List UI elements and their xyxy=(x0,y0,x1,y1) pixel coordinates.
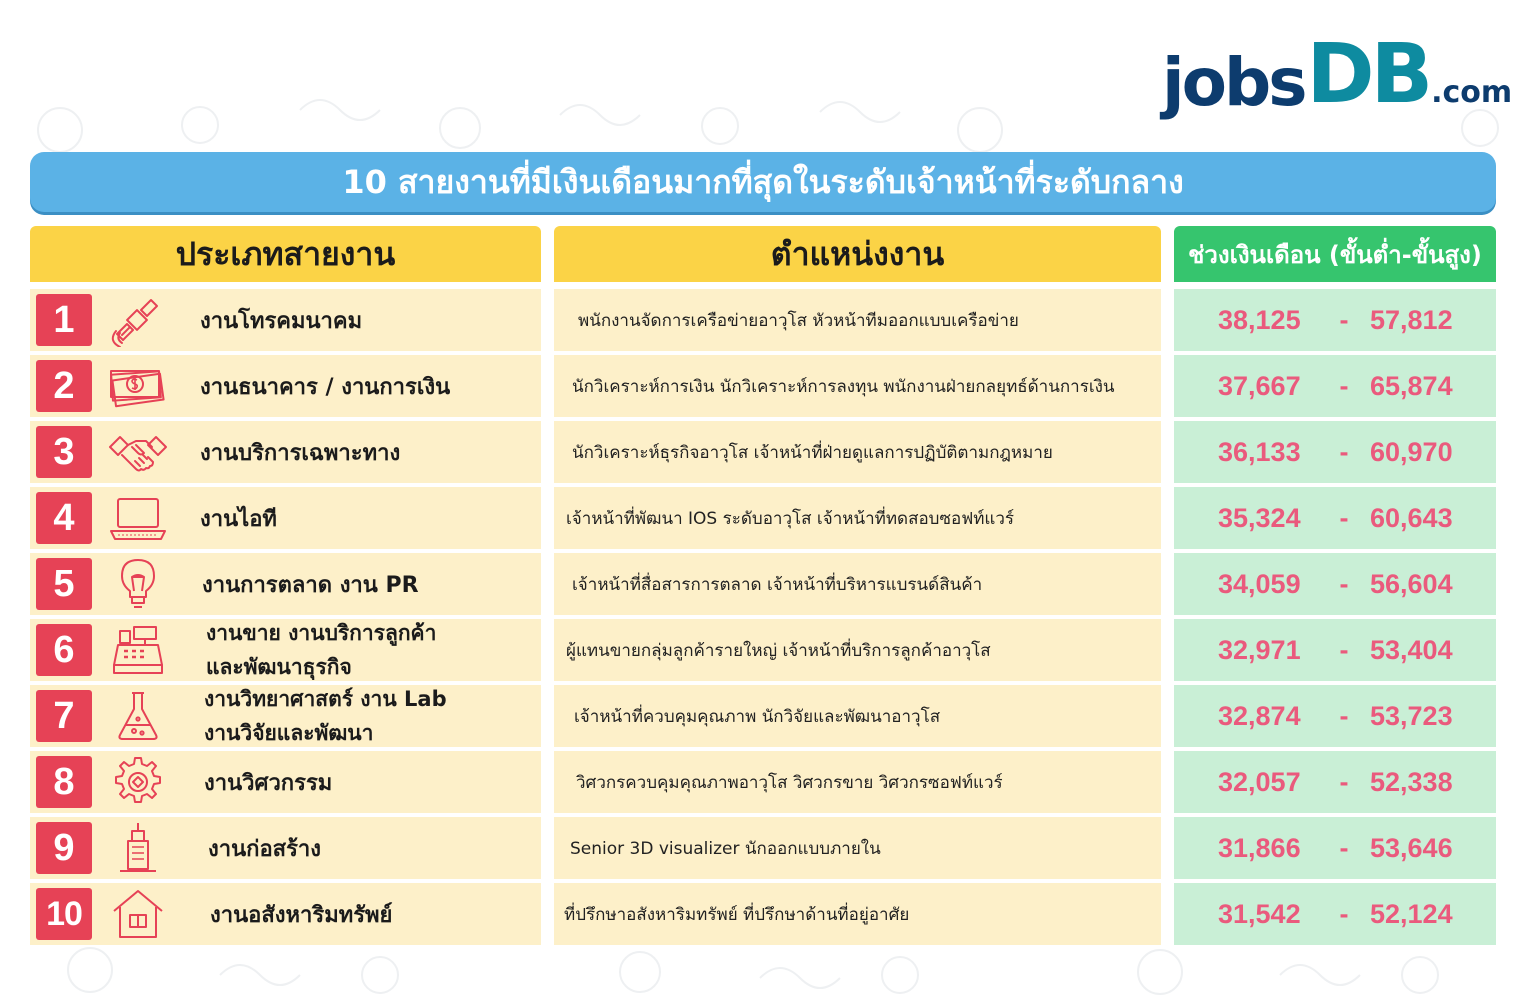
table-row xyxy=(0,685,1522,747)
salary-min: 35,324 xyxy=(1218,502,1301,533)
rank-number: 9 xyxy=(36,822,92,874)
rank-number: 10 xyxy=(36,888,92,940)
salary-dash: - xyxy=(1339,568,1349,599)
header-category: ประเภทสายงาน xyxy=(30,226,541,282)
salary-max: 56,604 xyxy=(1370,568,1453,599)
salary-cell xyxy=(1174,553,1496,615)
salary-cell xyxy=(1174,487,1496,549)
position-cell xyxy=(554,619,1161,681)
logo-db: DB xyxy=(1306,27,1430,122)
salary-max: 52,124 xyxy=(1370,898,1453,929)
category-name: งานการตลาด งาน PR xyxy=(202,572,419,598)
salary-dash: - xyxy=(1339,436,1349,467)
salary-cell xyxy=(1174,817,1496,879)
salary-dash: - xyxy=(1339,304,1349,335)
category-name: งานก่อสร้าง xyxy=(208,836,322,862)
category-cell xyxy=(30,553,541,615)
category-name: งานโทรคมนาคม xyxy=(200,308,363,334)
position-text: นักวิเคราะห์การเงิน นักวิเคราะห์การลงทุน พนักงานฝ่ายกลยุทธ์ด้านการเงิน xyxy=(572,376,1115,397)
rank-number: 1 xyxy=(36,294,92,346)
rank-number: 6 xyxy=(36,624,92,676)
category-name: งานไอที xyxy=(200,506,277,532)
salary-min: 34,059 xyxy=(1218,568,1301,599)
position-text: เจ้าหน้าที่พัฒนา IOS ระดับอาวุโส เจ้าหน้าที่ทดสอบซอฟท์แวร์ xyxy=(566,508,1015,529)
cash-register-icon xyxy=(108,623,168,677)
salary-cell xyxy=(1174,355,1496,417)
category-name-line2: และพัฒนาธุรกิจ xyxy=(206,655,352,679)
lightbulb-icon xyxy=(108,557,168,611)
salary-cell xyxy=(1174,685,1496,747)
jobsdb-logo xyxy=(1162,24,1513,122)
salary-min: 31,542 xyxy=(1218,898,1301,929)
salary-min: 32,971 xyxy=(1218,634,1301,665)
logo-com: .com xyxy=(1431,75,1513,110)
salary-max: 53,646 xyxy=(1370,832,1453,863)
position-text: เจ้าหน้าที่สื่อสารการตลาด เจ้าหน้าที่บริหารแบรนด์สินค้า xyxy=(572,574,983,595)
salary-cell xyxy=(1174,883,1496,945)
position-text: ที่ปรึกษาอสังหาริมทรัพย์ ที่ปรึกษาด้านที่อยู่อาศัย xyxy=(564,904,910,925)
table-row xyxy=(0,883,1522,945)
position-cell xyxy=(554,355,1161,417)
header-salary: ช่วงเงินเดือน (ขั้นต่ำ-ขั้นสูง) xyxy=(1174,226,1496,282)
salary-dash: - xyxy=(1339,370,1349,401)
table-row xyxy=(0,619,1522,681)
laptop-icon xyxy=(108,491,168,545)
salary-min: 38,125 xyxy=(1218,304,1301,335)
rank-number: 2 xyxy=(36,360,92,412)
category-cell xyxy=(30,487,541,549)
salary-max: 52,338 xyxy=(1370,766,1453,797)
table-row xyxy=(0,421,1522,483)
position-text: ผู้แทนขายกลุ่มลูกค้ารายใหญ่ เจ้าหน้าที่บริการลูกค้าอาวุโส xyxy=(566,640,991,661)
category-cell xyxy=(30,817,541,879)
salary-cell xyxy=(1174,289,1496,351)
table-row xyxy=(0,553,1522,615)
logo-jobs: jobs xyxy=(1162,44,1305,121)
category-name-line1: งานขาย งานบริการลูกค้า xyxy=(206,621,437,645)
building-icon xyxy=(108,821,168,875)
flask-icon xyxy=(108,689,168,743)
salary-max: 57,812 xyxy=(1370,304,1453,335)
rank-number: 5 xyxy=(36,558,92,610)
position-text: พนักงานจัดการเครือข่ายอาวุโส หัวหน้าทีมออกแบบเครือข่าย xyxy=(578,310,1019,331)
category-name: งานธนาคาร / งานการเงิน xyxy=(200,374,451,400)
category-cell xyxy=(30,421,541,483)
money-icon xyxy=(108,359,168,413)
position-cell xyxy=(554,487,1161,549)
position-text: นักวิเคราะห์ธุรกิจอาวุโส เจ้าหน้าที่ฝ่ายดูแลการปฏิบัติตามกฎหมาย xyxy=(572,442,1053,463)
salary-dash: - xyxy=(1339,502,1349,533)
salary-min: 32,057 xyxy=(1218,766,1301,797)
salary-max: 53,404 xyxy=(1370,634,1453,665)
position-text: เจ้าหน้าที่ควบคุมคุณภาพ นักวิจัยและพัฒนาอาวุโส xyxy=(574,706,941,727)
house-icon xyxy=(108,887,168,941)
salary-dash: - xyxy=(1339,766,1349,797)
salary-max: 53,723 xyxy=(1370,700,1453,731)
rank-number: 3 xyxy=(36,426,92,478)
rank-number: 8 xyxy=(36,756,92,808)
salary-min: 31,866 xyxy=(1218,832,1301,863)
table-row xyxy=(0,289,1522,351)
page-title: 10 สายงานที่มีเงินเดือนมากที่สุดในระดับเจ้าหน้าที่ระดับกลาง xyxy=(342,162,1184,201)
category-name-line2: งานวิจัยและพัฒนา xyxy=(204,721,374,745)
category-cell xyxy=(30,289,541,351)
category-cell xyxy=(30,355,541,417)
category-cell xyxy=(30,751,541,813)
position-cell xyxy=(554,817,1161,879)
salary-min: 37,667 xyxy=(1218,370,1301,401)
category-name: งานอสังหาริมทรัพย์ xyxy=(210,902,393,928)
handshake-icon xyxy=(108,425,168,479)
position-cell xyxy=(554,751,1161,813)
category-name xyxy=(206,619,436,681)
table-row xyxy=(0,487,1522,549)
salary-cell xyxy=(1174,751,1496,813)
salary-max: 65,874 xyxy=(1370,370,1453,401)
category-cell xyxy=(30,883,541,945)
rank-number: 7 xyxy=(36,690,92,742)
position-cell xyxy=(554,553,1161,615)
satellite-icon xyxy=(108,293,168,347)
salary-min: 32,874 xyxy=(1218,700,1301,731)
position-cell xyxy=(554,289,1161,351)
header-position: ตำแหน่งงาน xyxy=(554,226,1161,282)
position-cell xyxy=(554,421,1161,483)
category-name xyxy=(204,685,447,747)
salary-max: 60,643 xyxy=(1370,502,1453,533)
salary-cell xyxy=(1174,619,1496,681)
salary-min: 36,133 xyxy=(1218,436,1301,467)
position-cell xyxy=(554,883,1161,945)
category-name-line1: งานวิทยาศาสตร์ งาน Lab xyxy=(204,687,447,711)
table-row xyxy=(0,751,1522,813)
category-cell xyxy=(30,685,541,747)
rank-number: 4 xyxy=(36,492,92,544)
position-text: วิศวกรควบคุมคุณภาพอาวุโส วิศวกรขาย วิศวกรซอฟท์แวร์ xyxy=(576,772,1003,793)
salary-cell xyxy=(1174,421,1496,483)
table-row xyxy=(0,355,1522,417)
gear-icon xyxy=(108,755,168,809)
salary-dash: - xyxy=(1339,700,1349,731)
salary-dash: - xyxy=(1339,832,1349,863)
table-row xyxy=(0,817,1522,879)
category-name: งานวิศวกรรม xyxy=(204,770,333,796)
category-name: งานบริการเฉพาะทาง xyxy=(200,440,401,466)
position-cell xyxy=(554,685,1161,747)
title-banner xyxy=(30,152,1496,212)
salary-dash: - xyxy=(1339,634,1349,665)
salary-dash: - xyxy=(1339,898,1349,929)
category-cell xyxy=(30,619,541,681)
position-text: Senior 3D visualizer นักออกแบบภายใน xyxy=(570,838,881,859)
salary-max: 60,970 xyxy=(1370,436,1453,467)
